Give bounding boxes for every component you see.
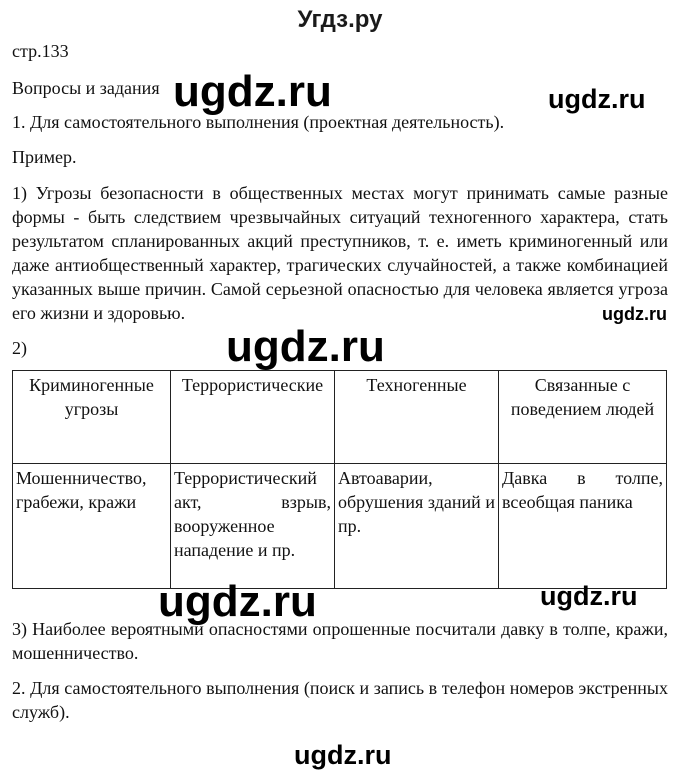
answer-2-label: 2) [12, 338, 27, 358]
table-cell: Автоаварии, обрушения зданий и пр. [335, 464, 499, 589]
watermark: ugdz.ru [548, 84, 646, 114]
table-row [13, 464, 667, 589]
table-header-cell: Террористические [171, 371, 335, 464]
task-2-paragraph: 2. Для самостоятельного выполнения (поиск и запись в телефон номеров экстренных служб). [12, 678, 668, 722]
watermark: ugdz.ru [173, 67, 332, 116]
answer-1-paragraph: 1) Угрозы безопасности в общественных местах могут принимать самые разные формы - быть следствием чрезвычайных ситуаций техногенного характера, стать результатом спланированных акций преступников, т. е. иметь криминогенный или даже антиобщественный характер, трагических случайностей, а также комбинацией указанных выше причин. Самой серьезной опасностью для человека является угроза его жизни и здоровью. [12, 183, 668, 323]
table-header-cell: Связанные с поведением людей [499, 371, 667, 464]
site-title: Угдз.ру [297, 6, 383, 33]
example-label: Пример. [12, 147, 77, 167]
section-title: Вопросы и задания [12, 78, 160, 98]
table-cell: Давка в толпе, всеобщая паника [499, 464, 667, 589]
task-1: 1. Для самостоятельного выполнения (проектная деятельность). [12, 112, 505, 132]
threats-table [12, 370, 667, 589]
table-cell: Мошенничество, грабежи, кражи [13, 464, 171, 589]
table-cell: Террористический акт, взрыв, вооруженное нападение и пр. [171, 464, 335, 589]
watermark: ugdz.ru [158, 577, 317, 626]
answer-3-paragraph: 3) Наиболее вероятными опасностями опрошенные посчитали давку в толпе, кражи, мошенничество. [12, 619, 668, 663]
watermark: ugdz.ru [602, 304, 667, 324]
table-header-row [13, 371, 667, 464]
watermark: ugdz.ru [294, 740, 392, 770]
watermark: ugdz.ru [540, 581, 638, 611]
table-header-cell: Техногенные [335, 371, 499, 464]
watermark: ugdz.ru [226, 322, 385, 371]
page-reference: стр.133 [12, 41, 69, 61]
table-header-cell: Криминогенные угрозы [13, 371, 171, 464]
